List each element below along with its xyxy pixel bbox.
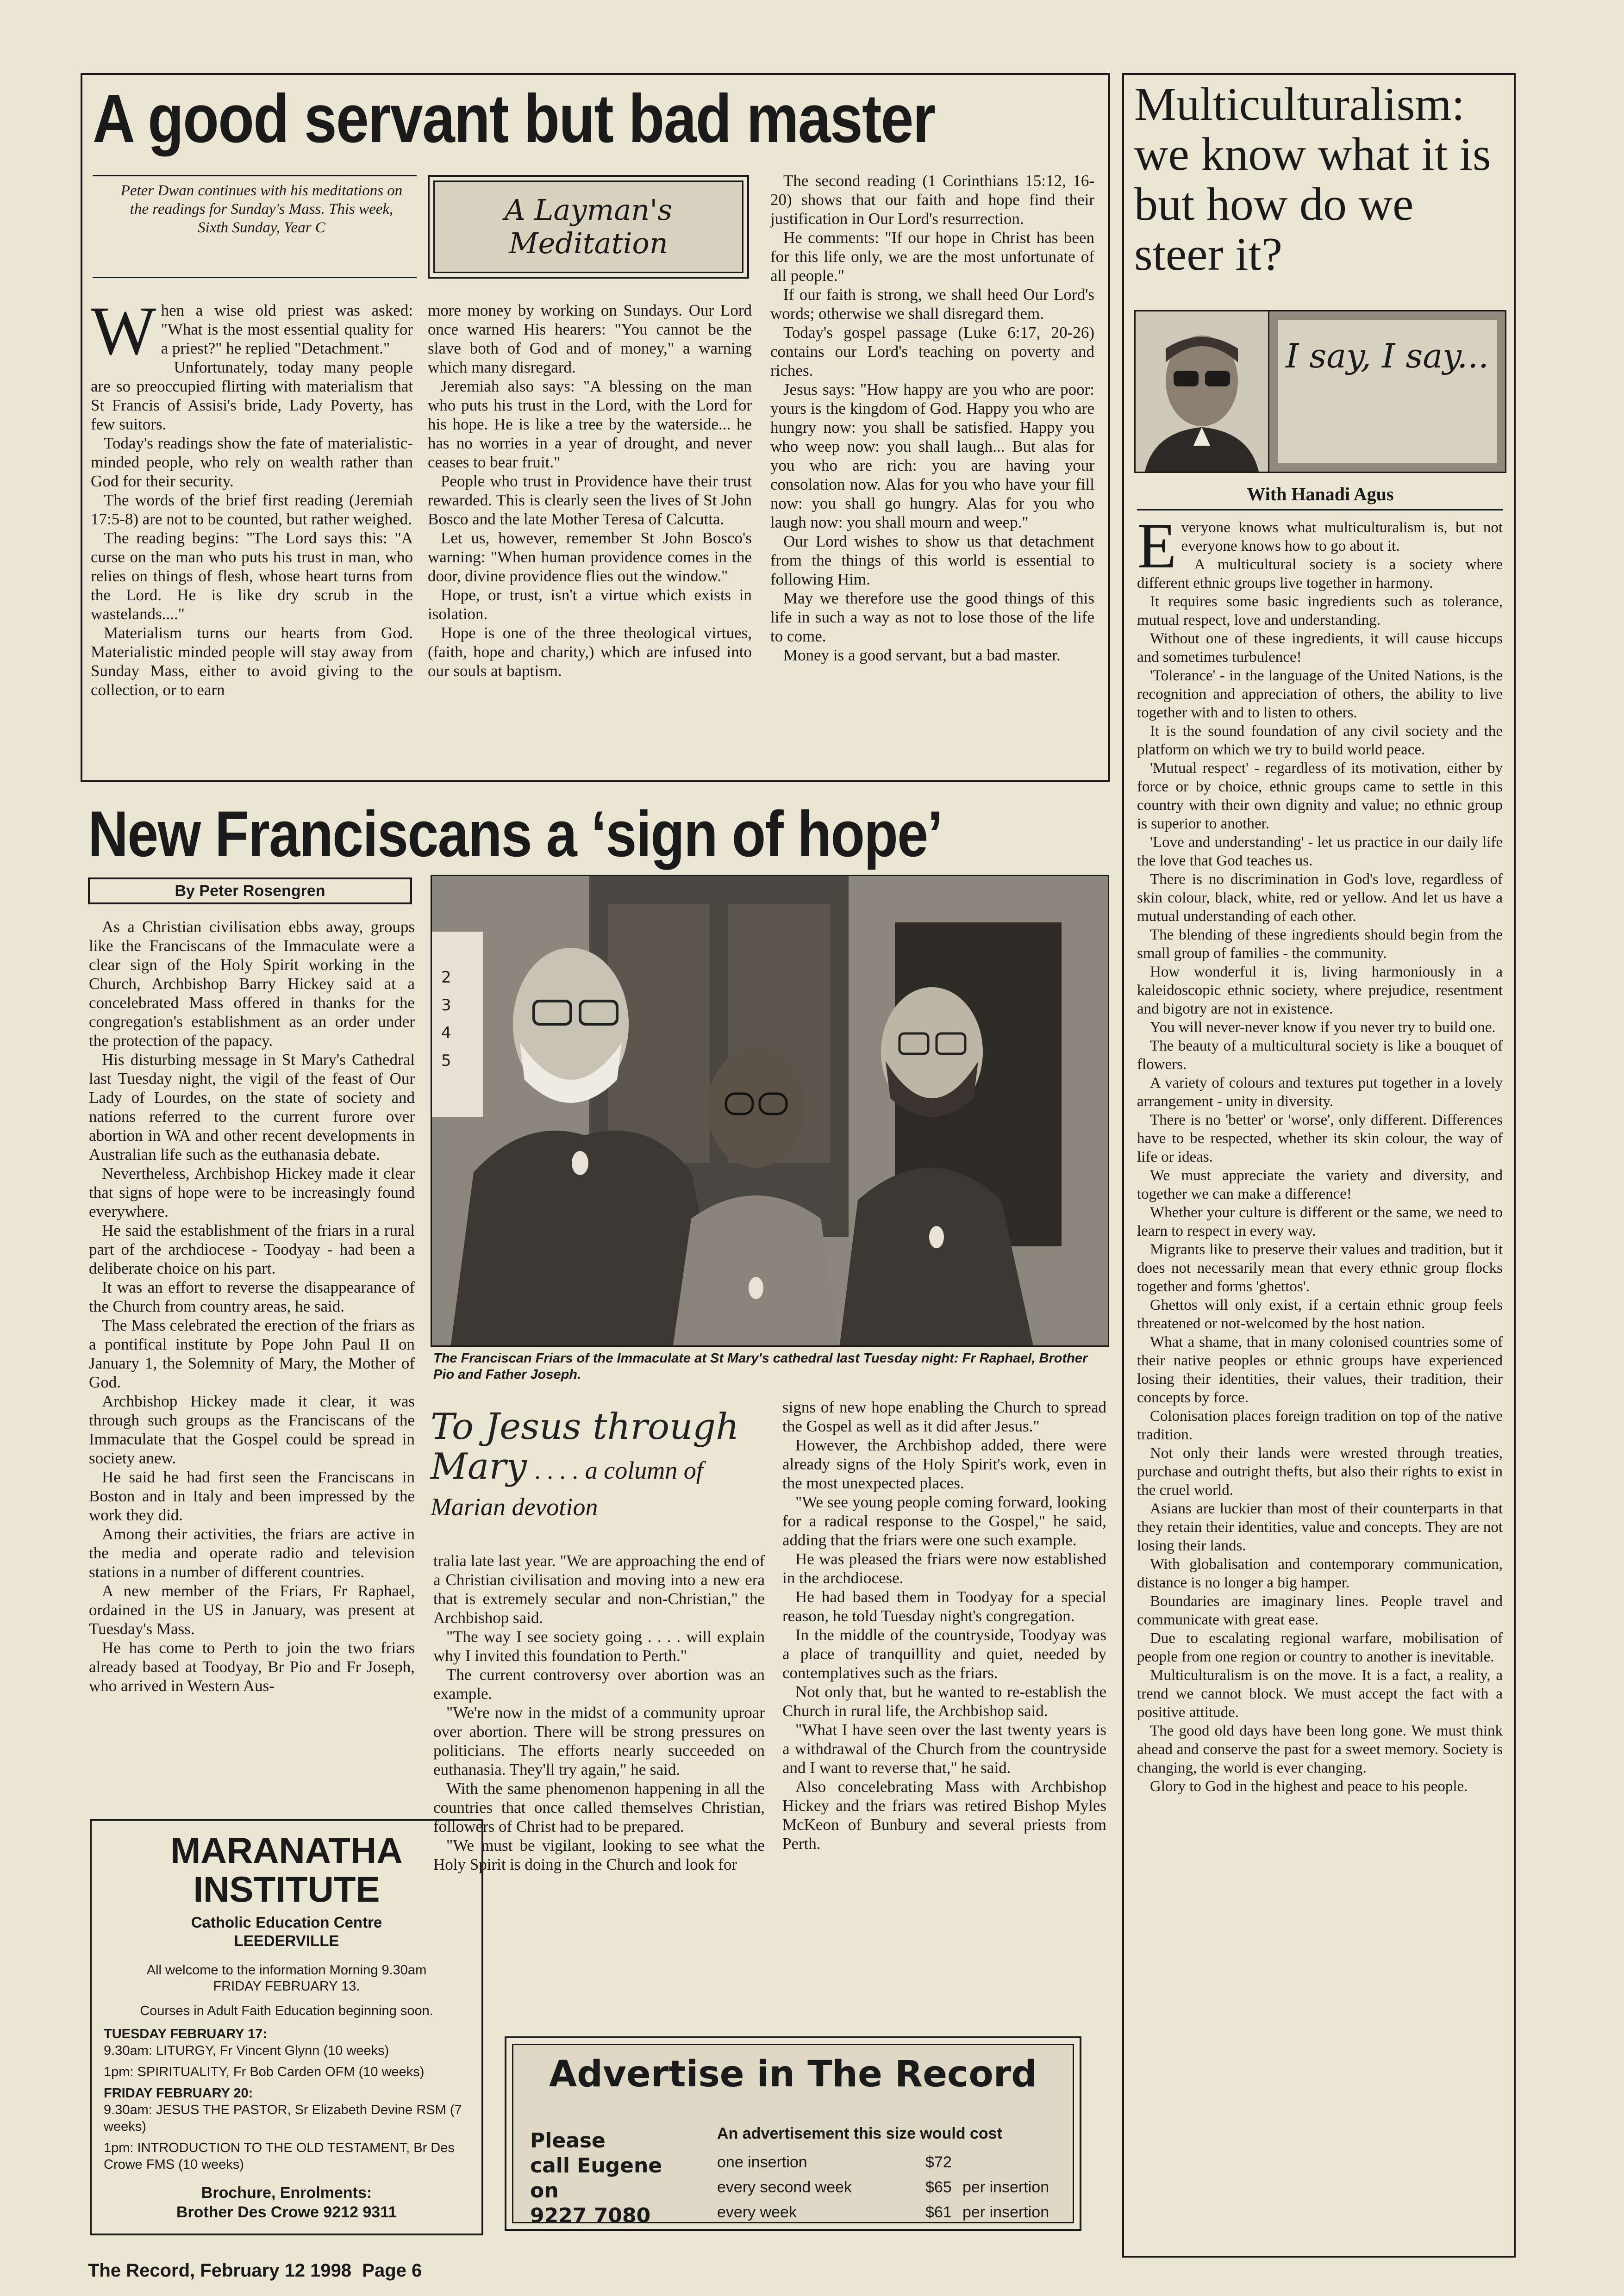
paragraph: People who trust in Providence have their trust rewarded. This is clearly seen the lives of St John Bosco and the late Mother Teresa of Calcutta. — [428, 472, 752, 528]
paragraph: Whether your culture is different or the same, we need to learn to respect in every way. — [1137, 1204, 1503, 1239]
author-portrait — [1136, 311, 1268, 472]
paragraph: There is no 'better' or 'worse', only different. Differences have to be respected, whether its skin colour, the way of life or ideas. — [1137, 1112, 1503, 1165]
maranatha-day1-item1: 9.30am: LITURGY, Fr Vincent Glynn (10 weeks) — [104, 2043, 389, 2058]
maranatha-info-1: All welcome to the information Morning 9.30am — [146, 1963, 427, 1978]
paragraph: "We see young people coming forward, looking for a radical response to the Gospel," he said, adding that the friars were one such example. — [782, 1493, 1106, 1549]
advertise-row — [717, 2150, 1049, 2175]
clock-number: 4 — [441, 1024, 451, 1042]
maranatha-footer-2: Brother Des Crowe 9212 9311 — [176, 2203, 397, 2221]
row-price: $65 — [925, 2178, 952, 2196]
maranatha-title-2: INSTITUTE — [193, 1869, 380, 1910]
advertise-contact — [530, 2128, 662, 2228]
advertise-row — [717, 2175, 1049, 2200]
paragraph: 'Mutual respect' - regardless of its motivation, either by force or by choice, ethnic groups came to settle in this country with their own dignity and value; no ethnic group is superior to another. — [1137, 760, 1503, 832]
paragraph: It requires some basic ingredients such as tolerance, mutual respect, love and understanding. — [1137, 593, 1503, 628]
paragraph: With globalisation and contemporary communication, distance is no longer a big hamper. — [1137, 1556, 1503, 1591]
advertise-call: call Eugene — [530, 2154, 662, 2178]
i-say-banner — [1134, 310, 1506, 473]
advertise-row — [717, 2200, 1049, 2225]
article-franciscans-byline: By Peter Rosengren — [88, 877, 412, 904]
dropcap-w: W — [91, 292, 156, 369]
advertise-please: Please — [530, 2129, 606, 2153]
paragraph: We must appreciate the variety and diversity, and together we can make a difference! — [1137, 1167, 1503, 1202]
paragraph: Nevertheless, Archbishop Hickey made it clear that signs of hope were to be increasingly found everywhere. — [89, 1164, 415, 1220]
advertise-cost-heading: An advertisement this size would cost — [717, 2125, 1002, 2142]
laymans-meditation-box — [428, 175, 749, 279]
advertise-title: Advertise in The Record — [549, 2053, 1037, 2095]
paragraph: "We're now in the midst of a community uproar over abortion. There will be strong pressures on politicians. The efforts nearly succeeded on euthanasia. They'll try again," he said. — [433, 1704, 765, 1779]
marian-subtitle: Marian devotion — [431, 1493, 598, 1521]
paragraph: Glory to God in the highest and peace to his people. — [1150, 1778, 1468, 1795]
intro-rule — [93, 175, 417, 176]
paragraph: "The way I see society going . . . . will explain why I invited this foundation to Perth." — [433, 1628, 765, 1665]
article3-body — [1137, 510, 1503, 1796]
marian-column-header — [431, 1407, 764, 1523]
paragraph: He comments: "If our hope in Christ has been for this life only, we are the most unfortunate of all people." — [770, 229, 1094, 285]
paragraph: The blending of these ingredients should begin from the small group of families - the community. — [1137, 927, 1503, 962]
multiculturalism-headline: Multiculturalism: we know what it is but how do we steer it? — [1134, 78, 1491, 280]
maranatha-footer-1: Brochure, Enrolments: — [201, 2184, 372, 2202]
paragraph: Ghettos will only exist, if a certain ethnic group feels threatened or not-welcomed by the host nation. — [1137, 1297, 1503, 1332]
paragraph: Jesus says: "How happy are you who are poor: yours is the kingdom of God. Happy you who are hungry now: you shall be satisfied. Happy you who weep now: you shall laugh... But alas for you who are rich: you are having your consolation now. Alas for you who have your fill now: you shall go hungry. Alas for you who laugh now: you shall mourn and weep." — [770, 380, 1094, 531]
paragraph: Unfortunately, today many people are so preoccupied flirting with materialism that St Francis of Assisi's bride, Lady Poverty, has few suitors. — [91, 358, 413, 433]
paragraph: Boundaries are imaginary lines. People travel and communicate with great ease. — [1137, 1593, 1503, 1628]
byline-rule — [1137, 509, 1503, 510]
paragraph: more money by working on Sundays. Our Lord once warned His hearers: "You cannot be the slave both of God and of money," a warning which many disregard. — [428, 301, 752, 376]
paragraph: Today's readings show the fate of materialistic-minded people, who rely on wealth rather than God for their security. — [91, 434, 413, 490]
article1-col1 — [91, 292, 413, 699]
paragraph: May we therefore use the good things of this life in such a way as not to lose those of the life to come. — [770, 589, 1094, 645]
row-price: $61 — [925, 2203, 952, 2221]
maranatha-subtitle-1: Catholic Education Centre — [191, 1914, 382, 1931]
paragraph: It is the sound foundation of any civil society and the platform on which we try to build world peace. — [1137, 723, 1503, 758]
maranatha-day2: FRIDAY FEBRUARY 20: — [104, 2086, 253, 2101]
paragraph: Asians are luckier than most of their counterparts in that they retain their identities, value and concepts. They are not losing their lands. — [1137, 1500, 1503, 1554]
intro-rule-bottom — [93, 277, 417, 278]
footer-page-number: Page 6 — [362, 2260, 422, 2281]
advertise-cost-table — [717, 2150, 1049, 2225]
article1-col3 — [770, 171, 1094, 665]
friars-photo-caption: The Franciscan Friars of the Immaculate at St Mary's cathedral last Tuesday night: Fr Raphael, Brother Pio and Father Joseph. — [433, 1351, 1088, 1382]
paragraph: Colonisation places foreign tradition on top of the native tradition. — [1137, 1408, 1503, 1443]
article-franciscans-headline: New Franciscans a ‘sign of hope’ — [88, 797, 943, 870]
paragraph: If our faith is strong, we shall heed Our Lord's words; otherwise we shall disregard them. — [770, 286, 1094, 323]
paragraph: However, the Archbishop added, there were already signs of the Holy Spirit's work, even in the most unexpected places. — [782, 1436, 1106, 1492]
friars-photo-illustration — [432, 876, 1109, 1347]
paragraph: Money is a good servant, but a bad master. — [783, 646, 1061, 664]
paragraph: With the same phenomenon happening in all the countries that once called themselves Christian, followers of Christ had to be prepared. — [433, 1780, 765, 1836]
maranatha-subtitle-2: LEEDERVILLE — [234, 1932, 339, 1949]
paragraph: Let us, however, remember St John Bosco's warning: "When human providence comes in the door, divine providence flies out the window." — [428, 529, 752, 585]
marian-title-small: . . . . a column of — [535, 1456, 703, 1484]
paragraph: Migrants like to preserve their values and tradition, but it does not necessarily mean that every ethnic group flocks together and forms 'ghettos'. — [1137, 1241, 1503, 1295]
paragraph: Without one of these ingredients, it will cause hiccups and sometimes turbulence! — [1137, 630, 1503, 666]
paragraph: Our Lord wishes to show us that detachment from the things of this world is essential to following Him. — [770, 532, 1094, 588]
multiculturalism-byline: With Hanadi Agus — [1247, 484, 1394, 504]
clock-number: 2 — [441, 968, 451, 987]
paragraph: He said the establishment of the friars in a rural part of the archdiocese - Toodyay - had been a deliberate choice on his part. — [89, 1221, 415, 1277]
row-label: every second week — [717, 2178, 852, 2196]
article-good-servant-headline: A good servant but bad master — [93, 81, 935, 157]
paragraph: Due to escalating regional warfare, mobilisation of people from one region or country to another is inevitable. — [1137, 1630, 1503, 1665]
article2-col3 — [782, 1398, 1106, 1853]
paragraph: Archbishop Hickey made it clear, it was through such groups as the Franciscans of the Immaculate that the Gospel could be spread in society anew. — [89, 1392, 415, 1467]
paragraph: He has come to Perth to join the two friars already based at Toodyay, Br Pio and Fr Joseph, who arrived in Western Aus- — [89, 1639, 415, 1695]
paragraph: How wonderful it is, living harmoniously in a kaleidoscopic ethnic society, where prejudice, resentment and bigotry are not in existence. — [1137, 964, 1503, 1017]
clock-number: 3 — [441, 996, 451, 1014]
paragraph: The reading begins: "The Lord says this: "A curse on the man who puts his trust in man, who relies on things of flesh, whose heart turns from the Lord. He is like dry scrub in the wastelands...." — [91, 529, 413, 623]
maranatha-day1: TUESDAY FEBRUARY 17: — [104, 2027, 267, 2041]
paragraph: You will never-never know if you never try to build one. — [1150, 1019, 1496, 1036]
advertise-on: on — [530, 2179, 559, 2203]
paragraph: Not only their lands were wrested through treaties, purchase and outright thefts, but also their rights to exist in the cruel world. — [1137, 1445, 1503, 1499]
paragraph: Hope is one of the three theological virtues, (faith, hope and charity,) which are infused into our souls at baptism. — [428, 624, 752, 680]
paragraph: The words of the brief first reading (Jeremiah 17:5-8) are not to be counted, but rather weighed. — [91, 491, 413, 528]
laymans-meditation-label: A Layman's Meditation — [504, 193, 673, 260]
paragraph: What a shame, that in many colonised countries some of their native peoples or ethnic groups have experienced losing their identities, their values, their tradition, their concepts by force. — [1137, 1334, 1503, 1406]
clock-number: 5 — [441, 1052, 451, 1070]
paragraph: There is no discrimination in God's love, regardless of skin colour, black, white, red or yellow. And let us have a mutual understanding of each other. — [1137, 871, 1503, 925]
maranatha-courses: Courses in Adult Faith Education beginning soon. — [140, 2004, 433, 2018]
paragraph: Among their activities, the friars are active in the media and operate radio and television stations in a number of different countries. — [89, 1525, 415, 1581]
paragraph: signs of new hope enabling the Church to spread the Gospel as well as it did after Jesus." — [782, 1398, 1106, 1435]
paragraph: Multiculturalism is on the move. It is a fact, a reality, a trend we cannot block. We must accept the fact with a positive attitude. — [1137, 1667, 1503, 1721]
article1-col2 — [428, 301, 752, 680]
article2-col1 — [89, 917, 415, 1695]
advertise-box — [505, 2036, 1081, 2231]
row-note: per insertion — [962, 2203, 1049, 2221]
paragraph: He was pleased the friars were now established in the archdiocese. — [782, 1550, 1106, 1587]
paragraph: The second reading (1 Corinthians 15:12, 16-20) shows that our faith and hope find their justification in Our Lord's resurrection. — [770, 172, 1094, 228]
paragraph: The Mass celebrated the erection of the friars as a pontifical institute by Pope John Paul II on January 1, the Solemnity of Mary, the Mother of God. — [89, 1316, 415, 1391]
row-note: per insertion — [962, 2178, 1049, 2196]
paragraph: It was an effort to reverse the disappearance of the Church from country areas, he said. — [89, 1278, 415, 1315]
paragraph: The good old days have been long gone. We must think ahead and conserve the past for a sweet memory. Society is changing, the world is ever changing. — [1137, 1723, 1503, 1776]
maranatha-day1-item2: 1pm: SPIRITUALITY, Fr Bob Carden OFM (10 weeks) — [104, 2065, 425, 2079]
paragraph: 'Tolerance' - in the language of the United Nations, is the recognition and appreciation of others, the ability to live together with and to listen to others. — [1137, 667, 1503, 721]
paragraph: veryone knows what multiculturalism is, but not everyone knows how to go about it. — [1181, 519, 1503, 554]
paragraph: 'Love and understanding' - let us practice in our daily life the love that God teaches us. — [1137, 834, 1503, 869]
paragraph: Hope, or trust, isn't a virtue which exists in isolation. — [428, 586, 752, 623]
paragraph: In the middle of the countryside, Toodyay was a place of tranquillity and quiet, needed by contemplatives such as the friars. — [782, 1626, 1106, 1682]
paragraph: "We must be vigilant, looking to see what the Holy Spirit is doing in the Church and look for — [433, 1836, 765, 1873]
dropcap-e: E — [1137, 510, 1177, 582]
paragraph: A variety of colours and textures put together in a lovely arrangement - unity in diversity. — [1137, 1075, 1503, 1110]
i-say-logo: I say, I say... — [1278, 320, 1497, 463]
paragraph: The beauty of a multicultural society is like a bouquet of flowers. — [1137, 1038, 1503, 1073]
paragraph: Also concelebrating Mass with Archbishop Hickey and the friars was retired Bishop Myles McKeon of Bunbury and several priests from Perth. — [782, 1778, 1106, 1853]
paragraph: "What I have seen over the last twenty years is a withdrawal of the Church from the countryside and I want to reverse that," he said. — [782, 1721, 1106, 1777]
maranatha-day2-item2: 1pm: INTRODUCTION TO THE OLD TESTAMENT, Br Des Crowe FMS (10 weeks) — [104, 2140, 455, 2172]
paragraph: Not only that, but he wanted to re-establish the Church in rural life, the Archbishop said. — [782, 1683, 1106, 1720]
paragraph: The current controversy over abortion was an example. — [433, 1666, 765, 1703]
friars-photo — [431, 875, 1109, 1347]
page-footer — [88, 2259, 422, 2282]
maranatha-day2-item1: 9.30am: JESUS THE PASTOR, Sr Elizabeth Devine RSM (7 weeks) — [104, 2103, 462, 2134]
paragraph: He said he had first seen the Franciscans in Boston and in Italy and been impressed by the work they did. — [89, 1468, 415, 1524]
marian-title-big: To Jesus through Mary — [431, 1406, 739, 1487]
row-label: one insertion — [717, 2153, 807, 2171]
paragraph: Materialism turns our hearts from God. Materialistic minded people will stay away from Sunday Mass, either to avoid giving to the collection, or to earn — [91, 624, 413, 699]
maranatha-title-1: MARANATHA — [170, 1830, 403, 1871]
row-label: every week — [717, 2203, 797, 2221]
row-price: $72 — [925, 2153, 952, 2171]
paragraph: A multicultural society is a society where different ethnic groups live together in harmony. — [1137, 556, 1503, 591]
paragraph: hen a wise old priest was asked: "What is the most essential quality for a priest?" he replied "Detachment." — [161, 301, 413, 357]
paragraph: A new member of the Friars, Fr Raphael, ordained in the US in January, was present at Tuesday's Mass. — [89, 1582, 415, 1638]
paragraph: As a Christian civilisation ebbs away, groups like the Franciscans of the Immaculate were a clear sign of the Holy Spirit working in the Church, Archbishop Barry Hickey said at a concelebrated Mass offered in thanks for the congregation's establishment as an order under the protection of the papacy. — [89, 918, 415, 1050]
maranatha-info-2: FRIDAY FEBRUARY 13. — [213, 1979, 360, 1994]
paragraph: Today's gospel passage (Luke 6:17, 20-26) contains our Lord's teaching on poverty and riches. — [770, 324, 1094, 380]
maranatha-ad — [90, 1819, 483, 2235]
author-photo — [1136, 311, 1269, 472]
paragraph: Jeremiah also says: "A blessing on the man who puts his trust in the Lord, with the Lord for his hope. He is like a tree by the waterside... he has no worries in a year of drought, and never ceases to bear fruit." — [428, 377, 752, 471]
footer-publication: The Record, February 12 1998 — [88, 2260, 352, 2281]
article-good-servant-intro: Peter Dwan continues with his meditations on the readings for Sunday's Mass. This week, Sixth Sunday, Year C — [120, 182, 403, 236]
paragraph: He had based them in Toodyay for a special reason, he told Tuesday night's congregation. — [782, 1588, 1106, 1625]
paragraph: His disturbing message in St Mary's Cathedral last Tuesday night, the vigil of the feast of Our Lady of Lourdes, on the state of society and nations referred to the current furore over abortion in WA and other recent developments in Australian life such as the euthanasia debate. — [89, 1051, 415, 1164]
paragraph: tralia late last year. "We are approaching the end of a Christian civilisation and moving into a new era that is extremely secular and non-Christian," the Archbishop said. — [433, 1552, 765, 1627]
advertise-phone: 9227 7080 — [530, 2204, 651, 2228]
